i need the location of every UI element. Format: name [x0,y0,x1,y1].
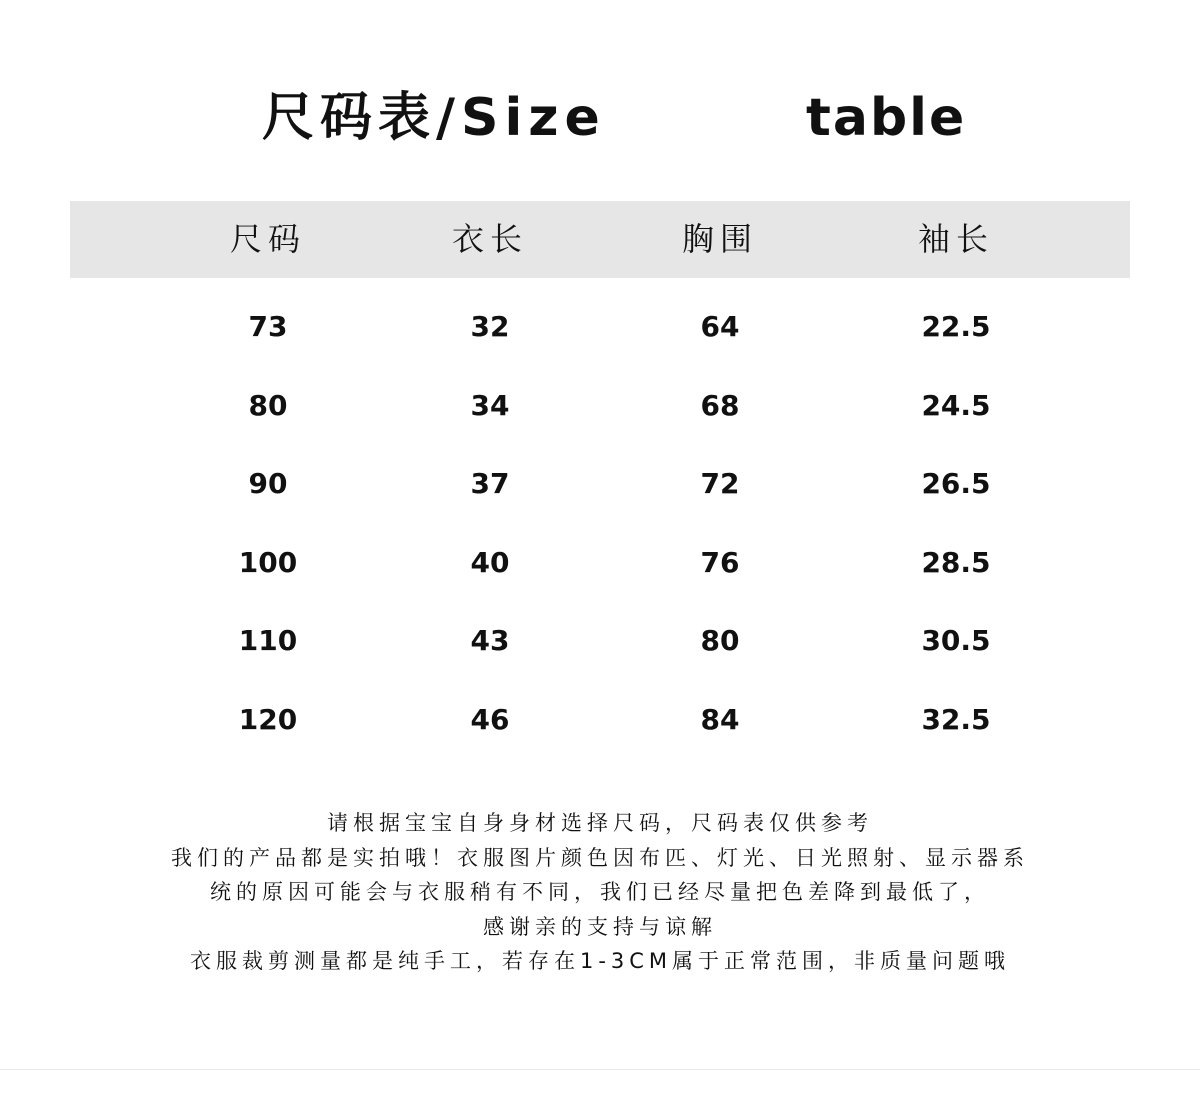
note-line: 统的原因可能会与衣服稍有不同，我们已经尽量把色差降到最低了， [210,880,990,904]
table-row [70,357,1130,436]
cell-sleeve: 32.5 [921,702,991,736]
cell-chest: 80 [700,624,740,658]
cell-chest: 64 [700,310,740,343]
cell-size: 73 [248,310,288,343]
cell-length: 37 [470,467,510,501]
size-table [70,201,1130,750]
cell-length: 40 [470,545,510,579]
title-chinese-size: 尺码表/Size [262,88,606,148]
note-line: 衣服裁剪测量都是纯手工，若存在1-3CM属于正常范围，非质量问题哦 [189,949,1011,973]
cell-sleeve: 30.5 [921,624,991,658]
cell-chest: 72 [700,467,740,501]
cell-sleeve: 28.5 [921,545,991,579]
header-length: 衣长 [451,220,528,258]
cell-length: 32 [470,310,510,343]
cell-size: 120 [238,702,298,736]
cell-chest: 76 [700,545,740,579]
note-line: 请根据宝宝自身身材选择尺码，尺码表仅供参考 [327,811,873,835]
table-row [70,435,1130,514]
notes-block [0,806,1200,979]
note-line: 我们的产品都是实拍哦！衣服图片颜色因布匹、灯光、日光照射、显示器系 [171,845,1029,870]
cell-sleeve: 24.5 [921,388,991,422]
bottom-divider [0,1069,1200,1070]
cell-size: 110 [238,624,298,658]
cell-length: 34 [470,388,510,422]
page-title [0,78,1200,158]
cell-size: 80 [248,388,288,422]
table-header-row [70,201,1130,278]
table-row [70,671,1130,750]
header-sleeve: 袖长 [917,220,994,258]
header-chest: 胸围 [681,220,758,258]
cell-size: 90 [248,467,288,501]
table-row [70,514,1130,593]
table-row [70,592,1130,671]
cell-chest: 84 [700,702,740,736]
cell-size: 100 [238,545,298,579]
cell-length: 46 [470,702,510,736]
cell-length: 43 [470,624,510,658]
cell-sleeve: 26.5 [921,467,991,501]
note-line: 感谢亲的支持与谅解 [483,914,717,939]
cell-chest: 68 [700,388,740,422]
table-row [70,278,1130,357]
header-size: 尺码 [229,220,306,258]
cell-sleeve: 22.5 [921,310,991,343]
title-table: table [806,88,967,148]
